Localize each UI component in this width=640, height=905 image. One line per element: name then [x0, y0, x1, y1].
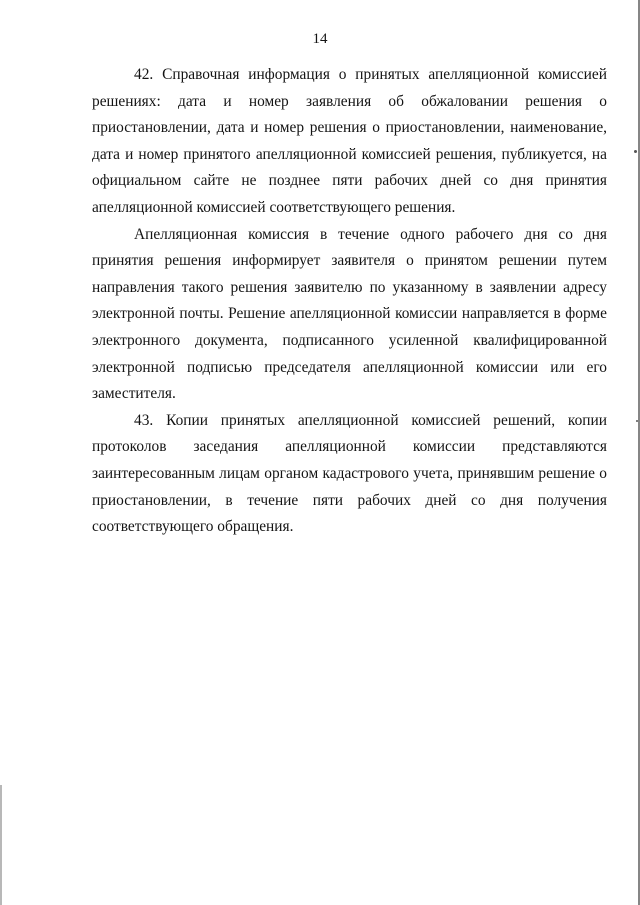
scan-speck: [636, 420, 638, 422]
paragraph-42: 42. Справочная информация о принятых апелляционной комиссией решениях: дата и номер заявления об обжаловании решения о приостановлении, дата и номер решения о приостановлении, наименование, дата и номер принятого апелляционной комиссией решения, публикуется, на официальном сайте не позднее пяти рабочих дней со дня принятия апелляционной комиссией соответствующего решения.: [92, 66, 607, 216]
scan-edge-mark: [0, 785, 2, 905]
paragraph-43: 43. Копии принятых апелляционной комиссией решений, копии протоколов заседания апелляционной комиссии представляются заинтересованным лицам органом кадастрового учета, принявшим решение о приостановлении, в течение пяти рабочих дней со дня получения соответствующего обращения.: [92, 411, 607, 536]
scan-speck: [634, 150, 637, 153]
page-number: 14: [312, 31, 328, 47]
document-body: [92, 62, 607, 541]
paragraph-appeal-commission-notification: Апелляционная комиссия в течение одного рабочего дня со дня принятия решения информирует заявителя о принятом решении путем направления такого решения заявителю по указанному в заявлении адресу электронной почты. Решение апелляционной комиссии направляется в форме электронного документа, подписанного усиленной квалифицированной электронной подписью председателя апелляционной комиссии или его заместителя.: [92, 225, 607, 403]
